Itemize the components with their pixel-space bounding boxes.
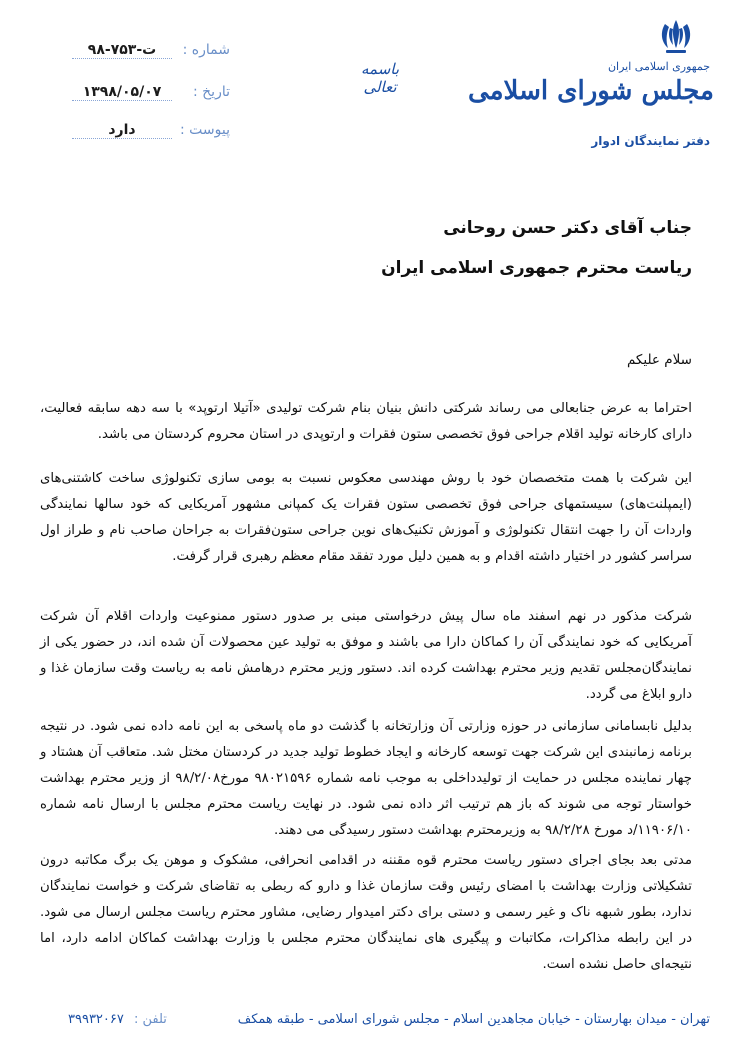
letter-attachment-label: پیوست : [180, 122, 230, 138]
letter-number-label: شماره : [182, 42, 230, 58]
greeting: سلام علیکم [626, 352, 692, 368]
logo-republic-text: جمهوری اسلامی ایران [607, 60, 710, 73]
letter-footer [40, 1012, 710, 1036]
body-paragraph: مدتی بعد بجای اجرای دستور ریاست محترم قوه مقننه در اقدامی انحرافی، مشکوک و موهن یک برگ مکاتبه درون تشکیلاتی وزارت بهداشت با امضای رئیس وقت سازمان غذا و دارو که ربطی به تقاضای شرکت و خواست نمایندگان ندارد، بطور شبهه ناک و غیر رسمی و دستی برای دکتر امیدوار رضایی، مشاور محترم ریاست مجلس ارسال می شود. در این رابطه مذاکرات، مکاتبات و پیگیری های نمایندگان محترم مجلس با وزارت بهداشت کماکان ادامه دارد، اما نتیجه‌ای حاصل نشده است. [40, 853, 692, 972]
addressee-title: ریاست محترم جمهوری اسلامی ایران [381, 258, 692, 278]
body-paragraph: بدلیل نابسامانی سازمانی در حوزه وزارتی آن وزارتخانه با گذشت دو ماه پاسخی به این نامه داده نمی شود. در نتیجه برنامه زمانبندی این شرکت جهت توسعه کارخانه و ایجاد خطوط تولید جدید در کردستان مختل شد. متعاقب آن هشتاد و چهار نماینده مجلس در حمایت از تولیدداخلی به موجب نامه شماره ۹۸۰۲۱۵۹۶ مورخ۹۸/۲/۰۸ از وزیر محترم بهداشت خواستار توجه می شوند که باز هم ترتیب اثر داده نمی شود. در نهایت ریاست محترم مجلس با ارسال نامه شماره ۱۱۹۰۶/۱۰/د مورخ ۹۸/۲/۲۸ به وزیرمحترم بهداشت دستور رسیدگی می دهند. [40, 719, 692, 838]
addressee-name: جناب آقای دکتر حسن روحانی [443, 218, 692, 238]
letter-date-value: ۱۳۹۸/۰۵/۰۷ [72, 84, 172, 101]
footer-phone-label: تلفن : [134, 1012, 167, 1027]
letter-number-value: ت-۷۵۳-۹۸ [72, 42, 172, 59]
body-paragraph: احتراما به عرض جنابعالی می رساند شرکتی دانش بنیان بنام شرکت تولیدی «آتیلا ارتوپد» با سه دهه سابقه فعالیت، دارای کارخانه تولید اقلام جراحی فوق تخصصی ستون فقرات و ارتوپدی در استان محروم کردستان می باشد. [40, 401, 692, 442]
body-paragraph: شرکت مذکور در نهم اسفند ماه سال پیش درخواستی مبنی بر صدور دستور ممنوعیت واردات اقلام آن شرکت آمریکایی که خود نمایندگی آن را کماکان دارا می باشند و موفق به تولید عین محصولات آن شده اند، در حضور یکی از نمایندگان‌مجلس تقدیم وزیر محترم بهداشت کرده اند. دستور وزیر محترم درهامش نامه به ریاست وقت سازمان غذا و دارو ابلاغ می گردد. [40, 609, 692, 702]
iran-emblem-icon [656, 18, 696, 58]
basmala-calligraphy: باسمه تعالی [360, 60, 400, 96]
footer-phone-number: ۳۹۹۳۲۰۶۷ [68, 1012, 124, 1027]
logo-majlis-text: مجلس شورای اسلامی [467, 76, 714, 106]
logo-office-text: دفتر نمایندگان ادوار [591, 134, 710, 148]
letter-date-label: تاریخ : [192, 84, 230, 100]
letter-attachment-field [60, 122, 230, 144]
letter-number-field [60, 42, 230, 64]
body-paragraph: این شرکت با همت متخصصان خود با روش مهندسی معکوس نسبت به بومی سازی تکنولوژی ساخت کاشتنی‌های (ایمپلنت‌های) سیستمهای جراحی فوق تخصصی ستون فقرات یک کمپانی مشهور آمریکایی که خود سالها نمایندگی واردات آن را جهت انتقال تکنولوژی و آموزش تکنیک‌های نوین جراحی ستون‌فقرات به جراحان صاحب نام و طراز اول سراسر کشور در اختیار داشته اقدام و به همین دلیل مورد تفقد مقام معظم رهبری قرار گرفت. [40, 471, 692, 564]
letter-date-field [60, 84, 230, 106]
footer-phone [68, 1012, 167, 1027]
letter-attachment-value: دارد [72, 122, 172, 139]
footer-address: تهران - میدان بهارستان - خیابان مجاهدین اسلام - مجلس شورای اسلامی - طبقه همکف [237, 1012, 710, 1027]
